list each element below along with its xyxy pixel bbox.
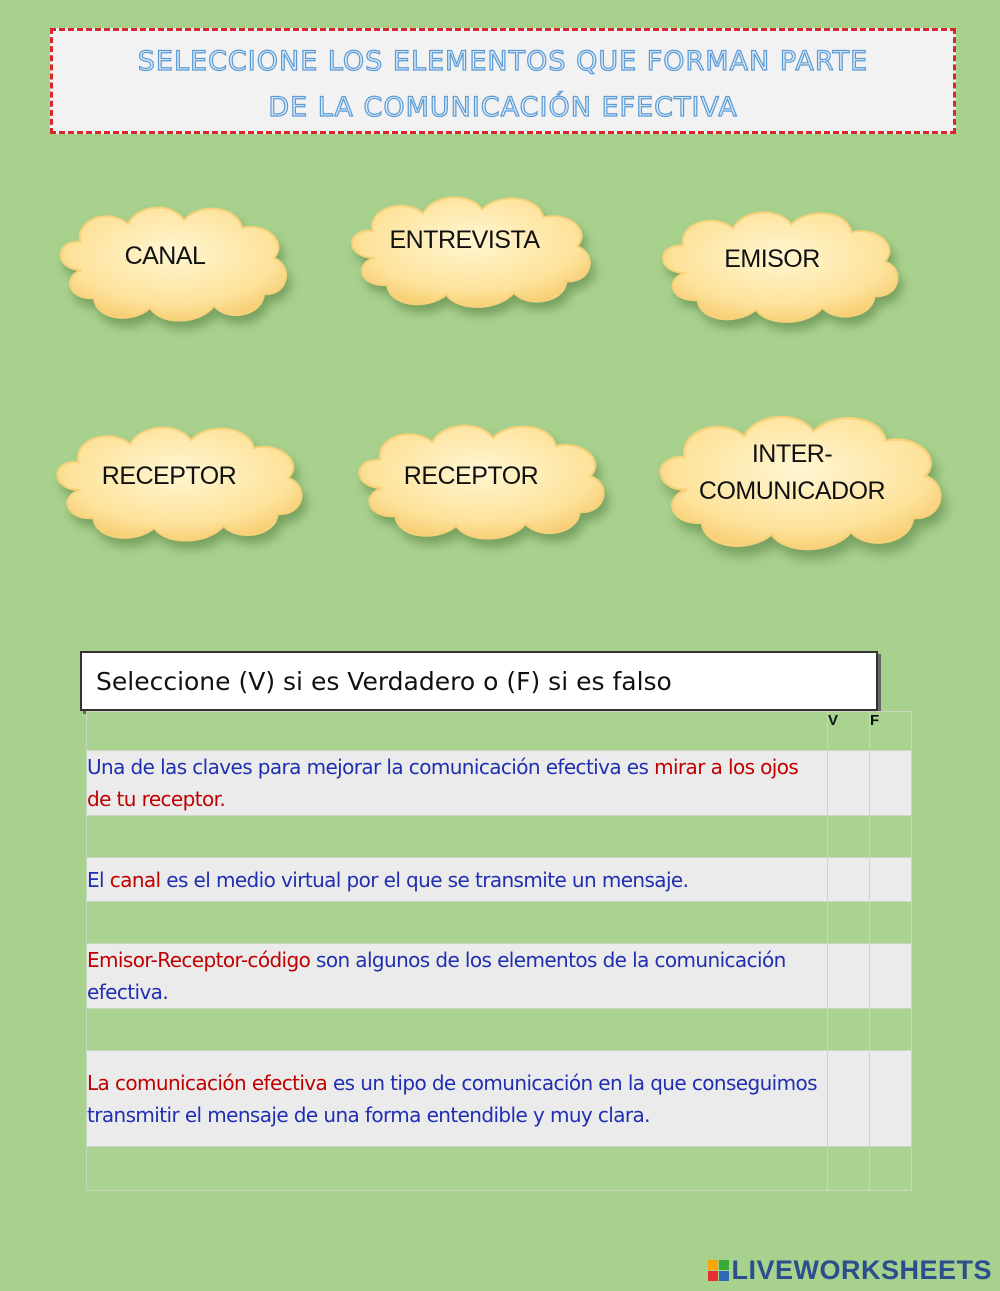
- spacer-row: [87, 816, 912, 858]
- answer-f-cell[interactable]: [870, 1051, 912, 1147]
- question-segment: El: [87, 867, 110, 892]
- question-row: [87, 944, 912, 1009]
- title-line-2: DE LA COMUNICACIÓN EFECTIVA: [268, 92, 738, 123]
- question-segment: Una de las claves para mejorar la comunicación efectiva es: [87, 755, 655, 779]
- answer-f-cell[interactable]: [870, 858, 912, 902]
- question-header: [87, 712, 828, 751]
- question-text: [87, 751, 828, 816]
- question-segment: es un tipo de comunicación en la que conseguimos transmitir el mensaje de una forma entendible y muy clara.: [87, 1070, 817, 1127]
- question-text: [87, 858, 828, 902]
- question-segment: canal: [109, 867, 161, 892]
- true-false-instruction: Seleccione (V) si es Verdadero o (F) si es falso: [80, 651, 878, 711]
- spacer-row: [87, 1009, 912, 1051]
- cloud-label-line-2: COMUNICADOR: [698, 477, 886, 505]
- question-segment: La comunicación efectiva: [87, 1070, 328, 1095]
- answer-v-cell[interactable]: [828, 944, 870, 1009]
- cloud-label: ENTREVISTA: [389, 225, 540, 254]
- question-segment: Emisor-Receptor-código: [87, 948, 311, 972]
- liveworksheets-brand[interactable]: [708, 1255, 992, 1286]
- liveworksheets-logo-icon: [708, 1260, 729, 1281]
- column-header-f: F: [870, 712, 912, 751]
- cloud-label: RECEPTOR: [403, 461, 539, 490]
- cloud-label-line-1: INTER-: [751, 440, 833, 468]
- question-text: [87, 1051, 828, 1147]
- answer-v-cell[interactable]: [828, 1051, 870, 1147]
- brand-text: LIVEWORKSHEETS: [731, 1255, 992, 1285]
- true-false-table: [86, 711, 912, 1191]
- column-header-v: V: [828, 712, 870, 751]
- spacer-row: [87, 902, 912, 944]
- cloud-label: [642, 398, 942, 548]
- question-segment: son algunos de los elementos de la comunicación efectiva.: [87, 948, 786, 1004]
- title-line-1: SELECCIONE LOS ELEMENTOS QUE FORMAN PARTE: [137, 46, 869, 77]
- question-segment: mirar a los ojos de tu receptor.: [87, 755, 799, 811]
- cloud-option-intercomunicador[interactable]: [650, 408, 950, 558]
- cloud-option-receptor-1[interactable]: [48, 420, 310, 548]
- answer-f-cell[interactable]: [870, 751, 912, 816]
- cloud-option-canal[interactable]: [52, 200, 294, 328]
- cloud-option-emisor[interactable]: [654, 205, 906, 329]
- title-box: [50, 28, 956, 134]
- answer-f-cell[interactable]: [870, 944, 912, 1009]
- question-row: [87, 751, 912, 816]
- answer-v-cell[interactable]: [828, 858, 870, 902]
- cloud-label: EMISOR: [724, 244, 820, 273]
- question-row: [87, 858, 912, 902]
- question-text: [87, 944, 828, 1009]
- spacer-row: [87, 1147, 912, 1191]
- answer-v-cell[interactable]: [828, 751, 870, 816]
- question-segment: es el medio virtual por el que se transmite un mensaje.: [160, 867, 689, 892]
- cloud-option-entrevista[interactable]: [343, 190, 598, 314]
- cloud-label: CANAL: [124, 241, 206, 270]
- cloud-option-receptor-2[interactable]: [350, 418, 612, 546]
- question-row: [87, 1051, 912, 1147]
- cloud-label: RECEPTOR: [101, 461, 237, 490]
